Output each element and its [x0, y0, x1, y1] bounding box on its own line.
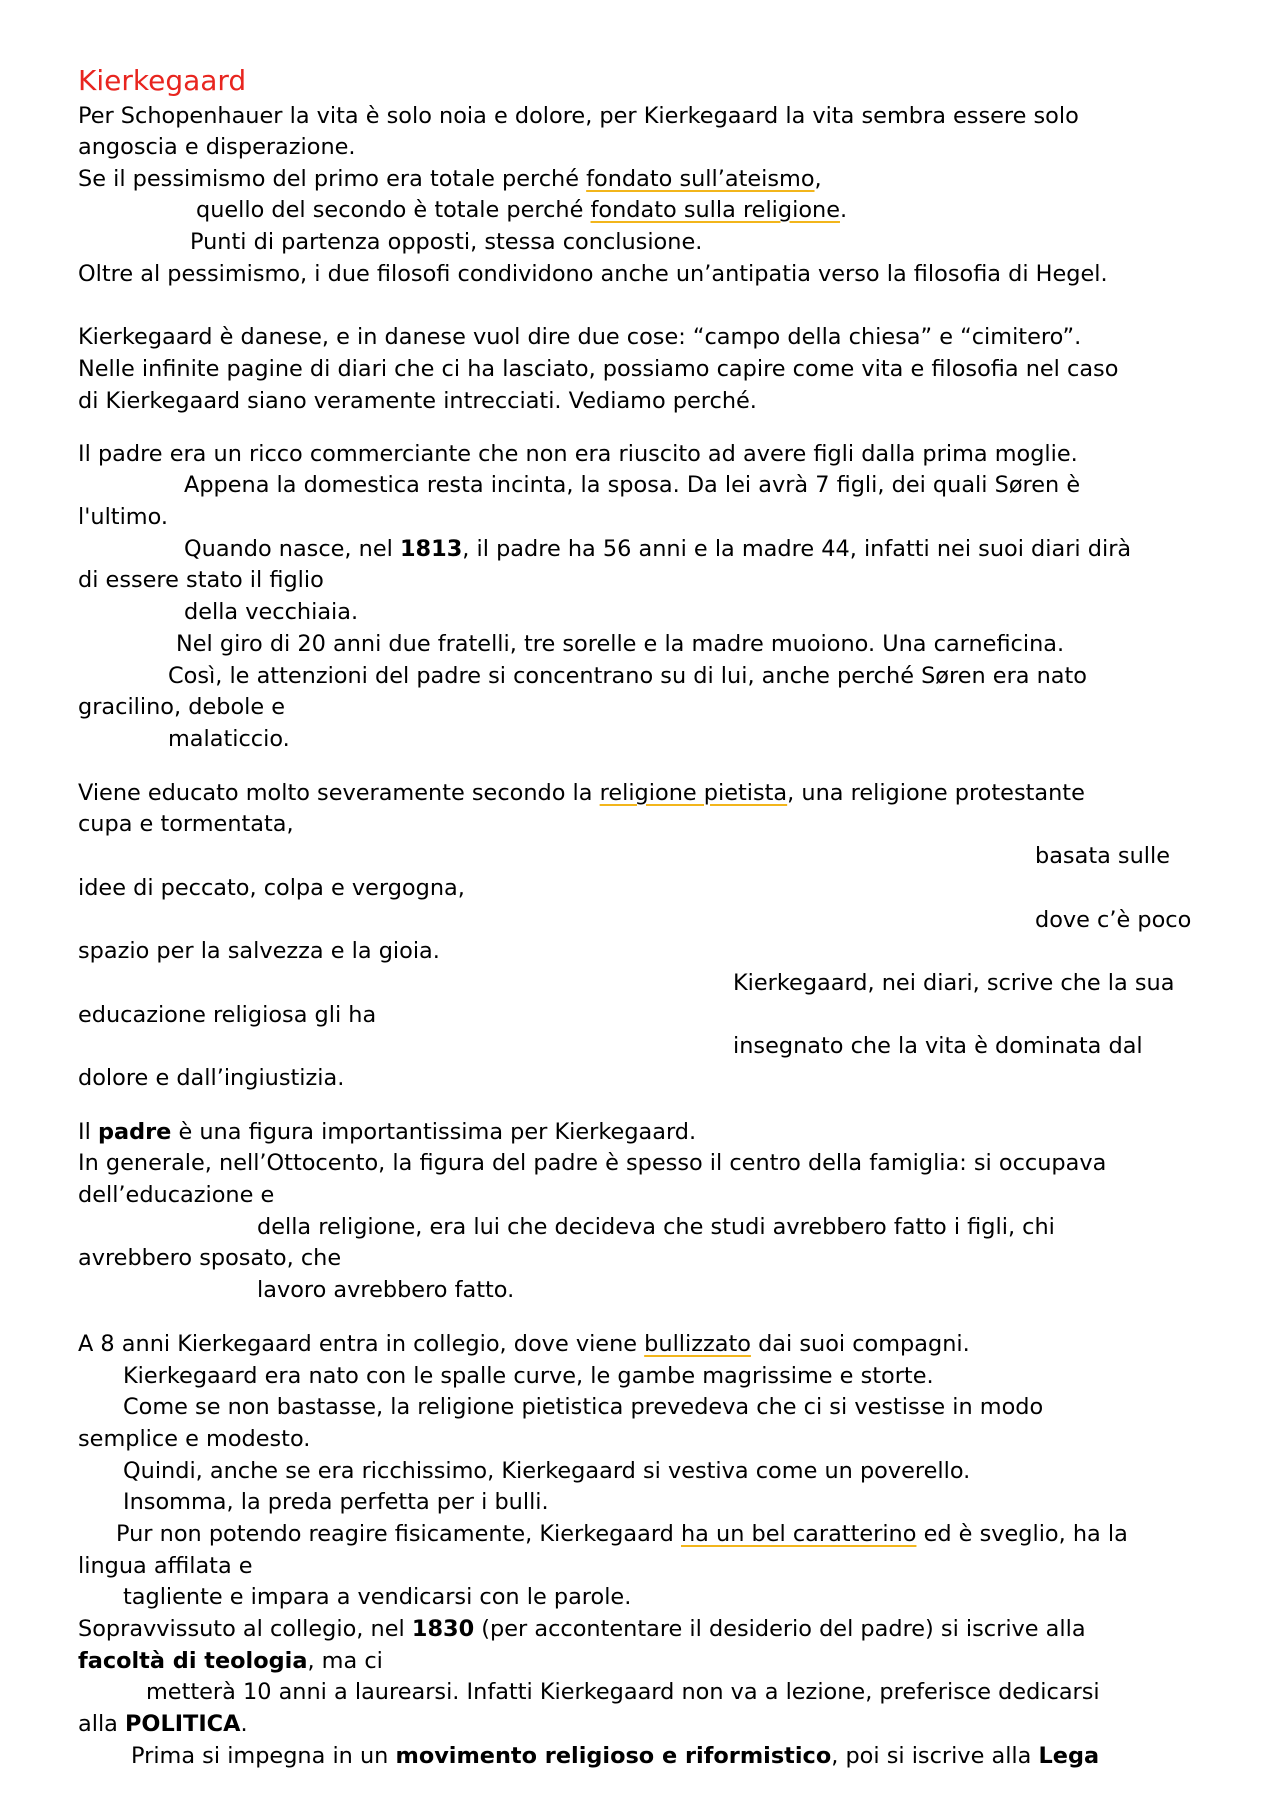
- text-line: Oltre al pessimismo, i due filosofi condividono anche un’antipatia verso la filosofia di Hegel.: [78, 261, 1108, 287]
- text-line: Kierkegaard era nato con le spalle curve, le gambe magrissime e storte.: [123, 1363, 934, 1389]
- text-line: Nel giro di 20 anni due fratelli, tre sorelle e la madre muoiono. Una carneficina.: [176, 631, 1065, 657]
- text-line: quello del secondo è totale perché fondato sulla religione.: [196, 197, 848, 223]
- text-line: Kierkegaard è danese, e in danese vuol dire due cose: “campo della chiesa” e “cimitero”.: [78, 324, 1082, 350]
- text-line: l'ultimo.: [78, 504, 169, 530]
- text-line: In generale, nell’Ottocento, la figura del padre è spesso il centro della famiglia: si occupava: [78, 1150, 1107, 1176]
- highlighted-phrase: ha un bel caratterino: [680, 1521, 917, 1547]
- text-line: Kierkegaard, nei diari, scrive che la sua: [733, 970, 1175, 996]
- text-line: idee di peccato, colpa e vergogna,: [78, 875, 465, 901]
- text-line: basata sulle: [1035, 843, 1171, 869]
- text-line: di essere stato il figlio: [78, 567, 324, 593]
- text-line: malaticcio.: [168, 726, 290, 752]
- bold-term: facoltà di teologia: [78, 1648, 308, 1674]
- text-line: Il padre era un ricco commerciante che non era riuscito ad avere figli dalla prima moglie.: [78, 441, 1078, 467]
- text-line: metterà 10 anni a laurearsi. Infatti Kierkegaard non va a lezione, preferisce dedicarsi: [146, 1679, 1100, 1705]
- text-line: educazione religiosa gli ha: [78, 1002, 377, 1028]
- text-line: Quando nasce, nel 1813, il padre ha 56 anni e la madre 44, infatti nei suoi diari dirà: [184, 536, 1132, 562]
- text-line: Il padre è una figura importantissima per Kierkegaard.: [78, 1119, 697, 1145]
- page-title: Kierkegaard: [78, 64, 247, 97]
- text-line: Viene educato molto severamente secondo la religione pietista, una religione protestante: [78, 780, 1085, 806]
- text-line: angoscia e disperazione.: [78, 134, 356, 160]
- text-line: di Kierkegaard siano veramente intrecciati. Vediamo perché.: [78, 388, 757, 414]
- text-line: Nelle infinite pagine di diari che ci ha lasciato, possiamo capire come vita e filosofia nel caso: [78, 356, 1119, 382]
- text-line: avrebbero sposato, che: [78, 1245, 342, 1271]
- bold-term: Lega: [1038, 1743, 1100, 1769]
- text-line: Così, le attenzioni del padre si concentrano su di lui, anche perché Søren era nato: [168, 663, 1087, 689]
- bold-year: 1813: [399, 536, 463, 562]
- text-line: Punti di partenza opposti, stessa conclusione.: [190, 229, 703, 255]
- text-line: Prima si impegna in un movimento religioso e riformistico, poi si iscrive alla Lega: [131, 1743, 1100, 1769]
- text-line: Appena la domestica resta incinta, la sposa. Da lei avrà 7 figli, dei quali Søren è: [184, 472, 1081, 498]
- text-line: semplice e modesto.: [78, 1426, 311, 1452]
- text-line: lavoro avrebbero fatto.: [257, 1277, 515, 1303]
- text-line: insegnato che la vita è dominata dal: [733, 1033, 1143, 1059]
- text-line: Insomma, la preda perfetta per i bulli.: [123, 1489, 549, 1515]
- text-line: Come se non bastasse, la religione pietistica prevedeva che ci si vestisse in modo: [123, 1394, 1044, 1420]
- text-line: cupa e tormentata,: [78, 811, 294, 837]
- highlighted-phrase: fondato sulla religione: [590, 197, 840, 223]
- text-line: della vecchiaia.: [184, 599, 359, 625]
- highlighted-phrase: bullizzato: [644, 1331, 751, 1357]
- text-line: Pur non potendo reagire fisicamente, Kierkegaard ha un bel caratterino ed è sveglio, ha la: [116, 1521, 1128, 1547]
- bold-term: movimento religioso e riformistico: [395, 1743, 832, 1769]
- text-line: spazio per la salvezza e la gioia.: [78, 938, 440, 964]
- bold-year: 1830: [411, 1616, 475, 1642]
- bold-term: padre: [97, 1119, 172, 1145]
- text-line: dell’educazione e: [78, 1182, 275, 1208]
- text-line: dolore e dall’ingiustizia.: [78, 1065, 345, 1091]
- highlighted-phrase: religione pietista: [599, 780, 788, 806]
- text-line: A 8 anni Kierkegaard entra in collegio, dove viene bullizzato dai suoi compagni.: [78, 1331, 970, 1357]
- text-line: gracilino, debole e: [78, 694, 286, 720]
- text-line: dove c’è poco: [1035, 907, 1192, 933]
- text-line: Se il pessimismo del primo era totale perché fondato sull’ateismo,: [78, 166, 822, 192]
- text-line: lingua affilata e: [78, 1553, 253, 1579]
- text-line: alla POLITICA.: [78, 1711, 248, 1737]
- bold-term: POLITICA: [125, 1711, 241, 1737]
- highlighted-phrase: fondato sull’ateismo: [586, 166, 815, 192]
- text-line: Quindi, anche se era ricchissimo, Kierkegaard si vestiva come un poverello.: [123, 1458, 971, 1484]
- text-line: tagliente e impara a vendicarsi con le parole.: [123, 1584, 632, 1610]
- text-line: della religione, era lui che decideva che studi avrebbero fatto i figli, chi: [257, 1214, 1055, 1240]
- text-line: Sopravvissuto al collegio, nel 1830 (per accontentare il desiderio del padre) si iscrive alla: [78, 1616, 1086, 1642]
- text-line: Per Schopenhauer la vita è solo noia e dolore, per Kierkegaard la vita sembra essere solo: [78, 103, 1079, 129]
- text-line: facoltà di teologia, ma ci: [78, 1648, 383, 1674]
